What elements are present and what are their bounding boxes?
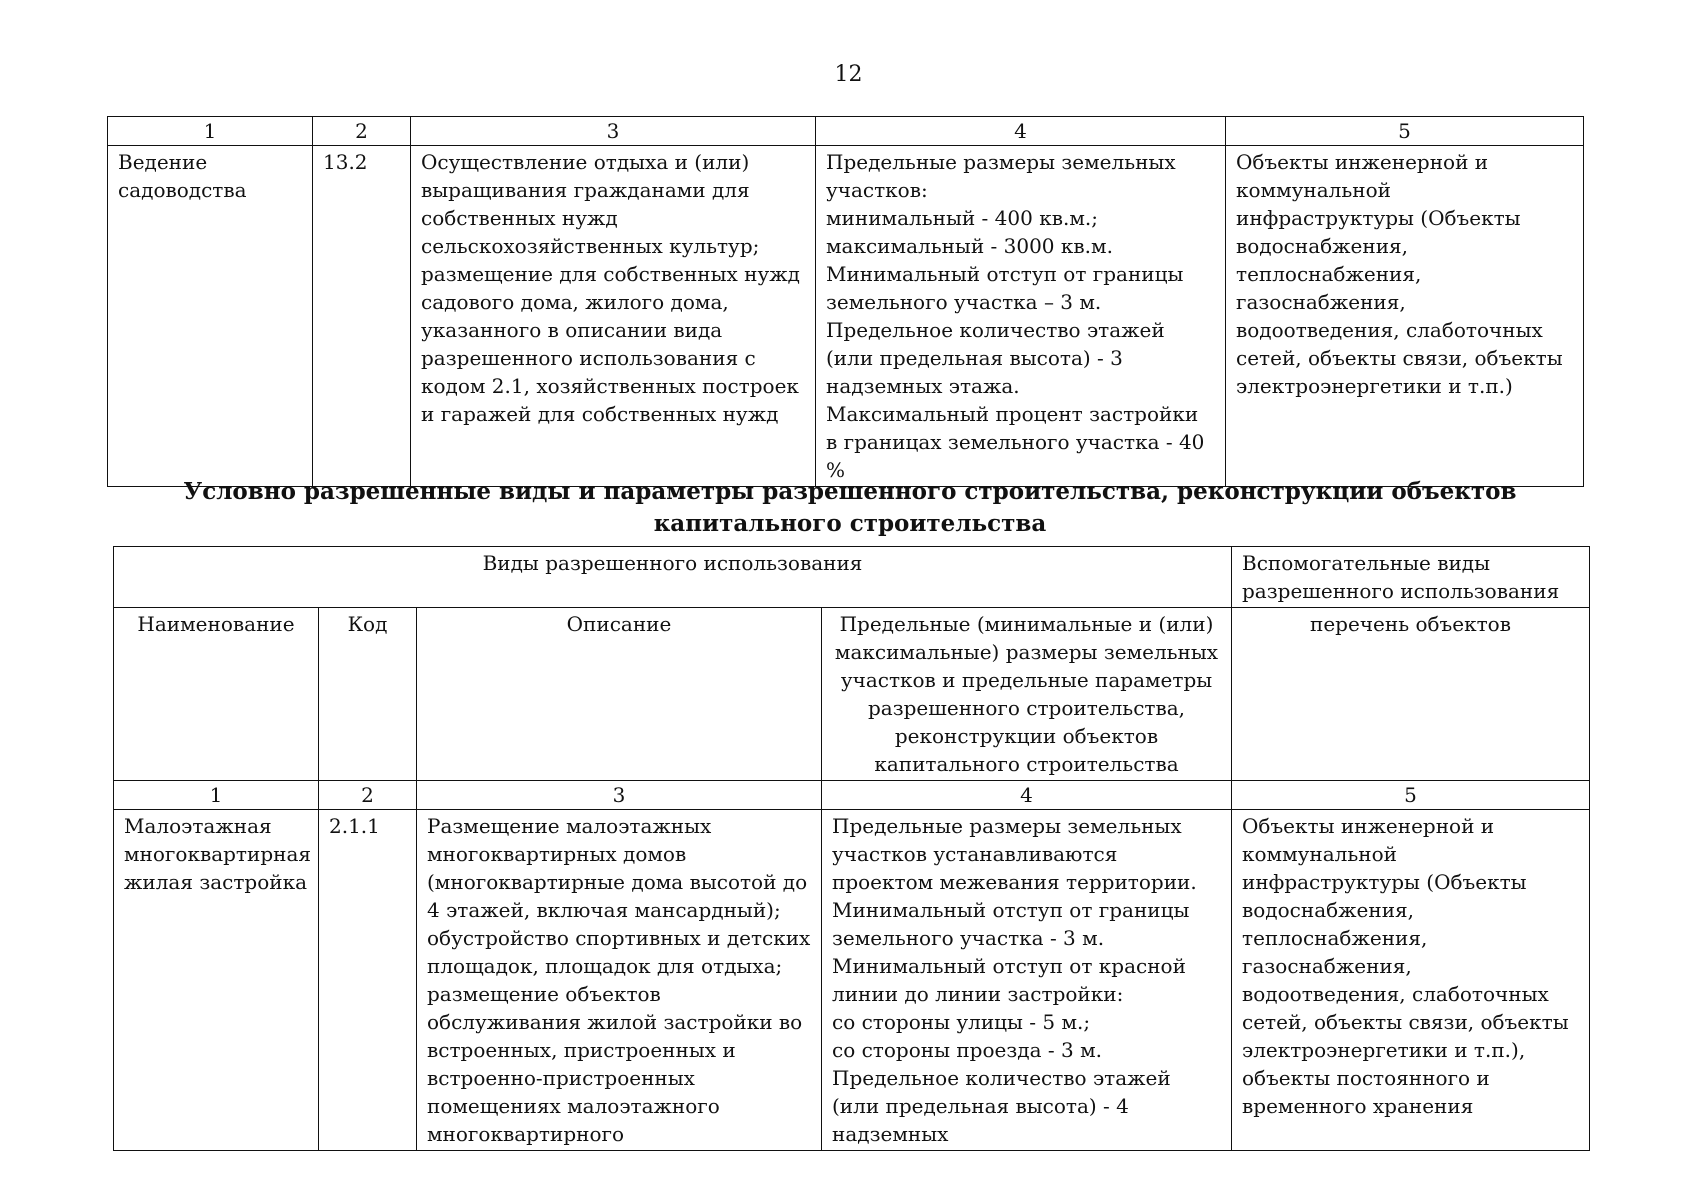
table-row xyxy=(108,146,1584,487)
column-number-row xyxy=(114,781,1590,810)
permitted-use-table-continued xyxy=(107,116,1584,487)
column-number: 4 xyxy=(822,781,1232,810)
use-code-cell: 13.2 xyxy=(313,146,411,487)
table-row xyxy=(114,810,1590,1151)
object-list-column-header: перечень объектов xyxy=(1232,608,1590,781)
use-parameters-cell: Предельные размеры земельных участков устанавливаются проектом межевания территории. Минимальный отступ от границы земельного участка - 3 м. Минимальный отступ от красной линии до линии застройки: со стороны улицы - 5 м.; со стороны проезда - 3 м. Предельное количество этажей (или предельная высота) - 4 надземных xyxy=(822,810,1232,1151)
auxiliary-uses-header: Вспомогательные виды разрешенного использования xyxy=(1232,547,1590,608)
name-column-header: Наименование xyxy=(114,608,319,781)
auxiliary-uses-cell: Объекты инженерной и коммунальной инфраструктуры (Объекты водоснабжения, теплоснабжения, газоснабжения, водоотведения, слаботочных сетей, объекты связи, объекты электроэнергетики и т.п.) xyxy=(1226,146,1584,487)
column-number-row xyxy=(108,117,1584,146)
column-number: 1 xyxy=(114,781,319,810)
permitted-use-group-header: Виды разрешенного использования xyxy=(114,547,1232,608)
column-number: 2 xyxy=(313,117,411,146)
conditional-use-table xyxy=(113,546,1590,1151)
use-name-cell: Ведение садоводства xyxy=(108,146,313,487)
use-code-cell: 2.1.1 xyxy=(319,810,417,1151)
column-number: 1 xyxy=(108,117,313,146)
column-number: 5 xyxy=(1226,117,1584,146)
use-parameters-cell: Предельные размеры земельных участков: минимальный - 400 кв.м.; максимальный - 3000 кв.м. Минимальный отступ от границы земельного участка – 3 м. Предельное количество этажей (или предельная высота) - 3 надземных этажа. Максимальный процент застройки в границах земельного участка - 40 % xyxy=(816,146,1226,487)
use-description-cell: Осуществление отдыха и (или) выращивания гражданами для собственных нужд сельскохозяйственных культур; размещение для собственных нужд садового дома, жилого дома, указанного в описании вида разрешенного использования с кодом 2.1, хозяйственных построек и гаражей для собственных нужд xyxy=(411,146,816,487)
section-heading: Условно разрешенные виды и параметры разрешенного строительства, реконструкции объектов капитального строительства xyxy=(183,478,1517,537)
auxiliary-uses-cell: Объекты инженерной и коммунальной инфраструктуры (Объекты водоснабжения, теплоснабжения, газоснабжения, водоотведения, слаботочных сетей, объекты связи, объекты электроэнергетики и т.п.), объекты постоянного и временного хранения xyxy=(1232,810,1590,1151)
column-header-row xyxy=(114,608,1590,781)
column-number: 3 xyxy=(417,781,822,810)
group-header-row xyxy=(114,547,1590,608)
description-column-header: Описание xyxy=(417,608,822,781)
parameters-column-header: Предельные (минимальные и (или) максимальные) размеры земельных участков и предельные параметры разрешенного строительства, реконструкции объектов капитального строительства xyxy=(822,608,1232,781)
column-number: 5 xyxy=(1232,781,1590,810)
use-description-cell: Размещение малоэтажных многоквартирных домов (многоквартирные дома высотой до 4 этажей, включая мансардный); обустройство спортивных и детских площадок, площадок для отдыха; размещение объектов обслуживания жилой застройки во встроенных, пристроенных и встроенно-пристроенных помещениях малоэтажного многоквартирного xyxy=(417,810,822,1151)
column-number: 3 xyxy=(411,117,816,146)
use-name-cell: Малоэтажная многоквартирная жилая застройка xyxy=(114,810,319,1151)
page-number: 12 xyxy=(834,62,863,87)
column-number: 2 xyxy=(319,781,417,810)
column-number: 4 xyxy=(816,117,1226,146)
code-column-header: Код xyxy=(319,608,417,781)
